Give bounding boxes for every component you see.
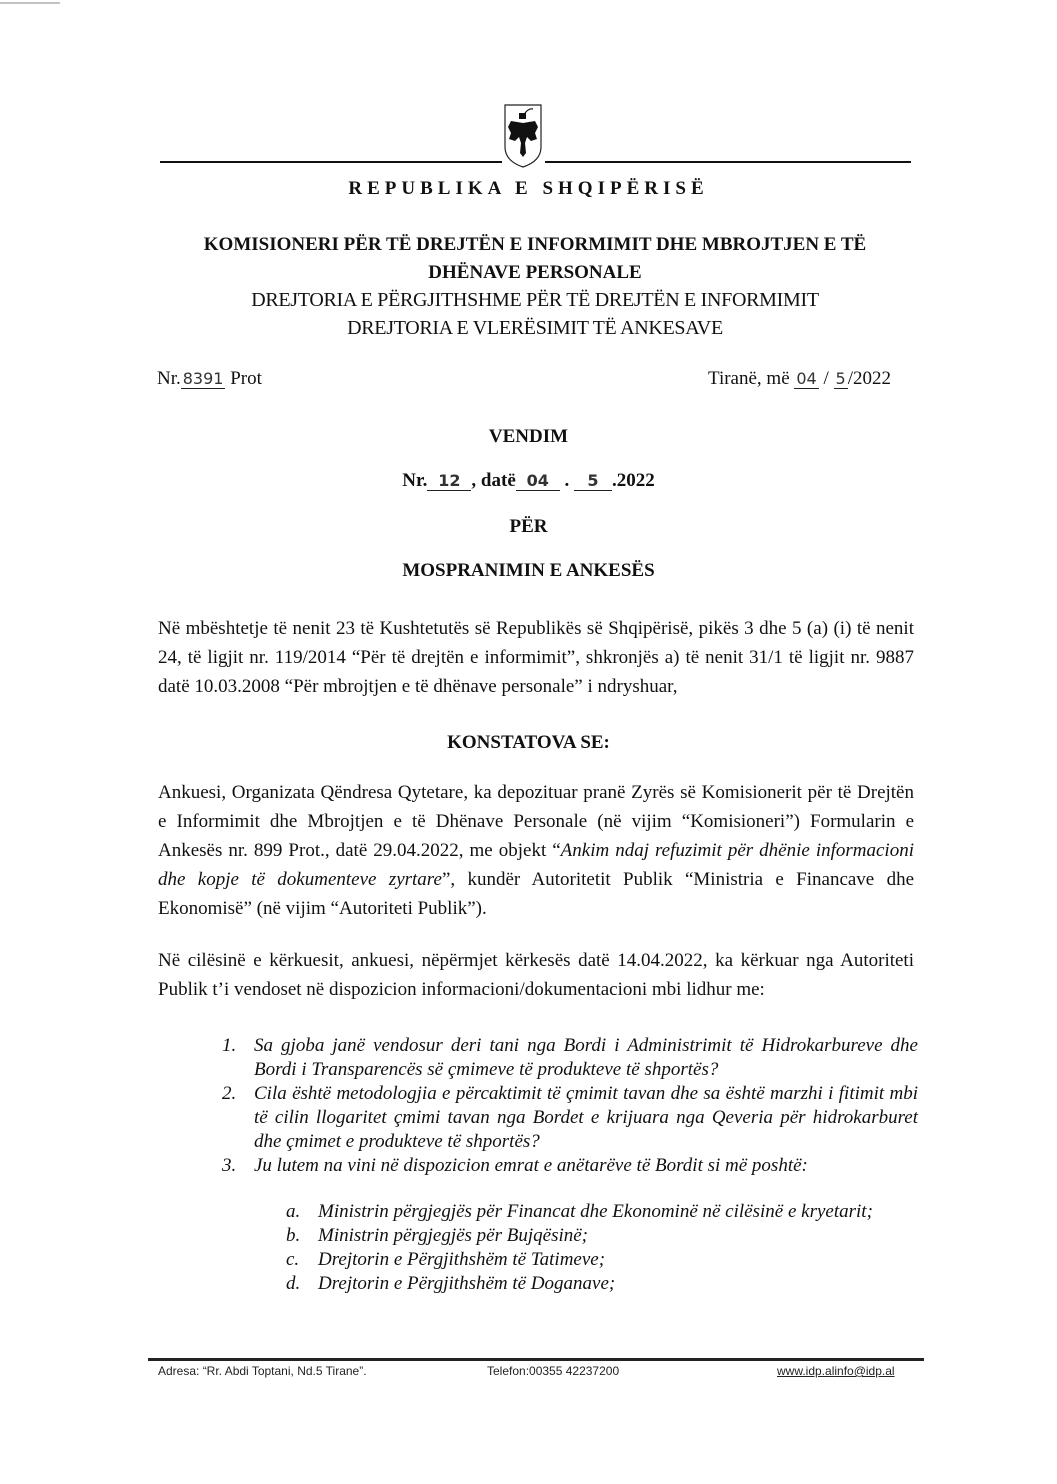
list-item-number: 1. [222, 1035, 237, 1056]
footer-rule [148, 1358, 924, 1361]
decision-subject: MOSPRANIMIN E ANKESËS [402, 560, 655, 581]
list-item-letter: c. [286, 1249, 300, 1270]
complaint-text-start: Ankuesi, Organizata Qëndresa Qytetare, ka depozituar pranë Zyrës së Komisionerit për të Drejtën e Informimit dhe Mbrojtjen e të Dhënave Personale (në vijim “Komisioneri”) Formularin e Ankesës nr. 899 Prot., datë 29.04.2022, me objekt “ [158, 782, 914, 861]
list-item [222, 1154, 918, 1178]
list-item-text: Drejtorin e Përgjithshëm të Tatimeve; [318, 1249, 606, 1270]
list-item [286, 1272, 918, 1296]
decision-year: .2022 [612, 470, 655, 491]
email-link[interactable]: info@idp.al [834, 1364, 895, 1378]
complaint-paragraph [158, 778, 914, 923]
list-item-text: Cila është metodologjia e përcaktimit të çmimit tavan dhe sa është marzhi i fitimit mbi të cilin llogaritet çmimi tavan nga Bordet e krijuara nga Qeveria për hidrokarburet dhe çmimet e produkteve të shportës? [254, 1083, 918, 1152]
scan-artifact [0, 2, 60, 4]
country-name: REPUBLIKA E SHQIPËRISË [348, 178, 709, 199]
decision-date-label: , datë [471, 470, 516, 491]
list-item-letter: d. [286, 1273, 301, 1294]
header-rule-left [160, 161, 502, 163]
institution-name-line2: DHËNAVE PERSONALE [428, 262, 642, 283]
list-item-text: Ministrin përgjegjës për Bujqësinë; [318, 1225, 588, 1246]
list-item-text: Drejtorin e Përgjithshëm të Doganave; [318, 1273, 616, 1294]
complaint-object: Ankim ndaj refuzimit për dhënie informacioni dhe kopje të dokumenteve zyrtare [158, 840, 914, 890]
protocol-day: 04 [796, 369, 817, 388]
list-item [286, 1248, 918, 1272]
decision-month: 5 [574, 472, 612, 491]
list-item-letter: b. [286, 1225, 301, 1246]
directorate-complaints: DREJTORIA E VLERËSIMIT TË ANKESAVE [347, 317, 723, 339]
list-item [222, 1082, 918, 1154]
protocol-nr-label: Nr. [157, 368, 181, 389]
header-rule-right [545, 161, 911, 163]
footer-contacts [777, 1364, 895, 1378]
list-item-number: 2. [222, 1083, 237, 1104]
decision-number-date: Nr. 12 , datë 04 . 5 .2022 [402, 470, 655, 491]
request-questions-list [222, 1034, 918, 1178]
complaint-text-end: ”, kundër Autoritetit Publik “Ministria e Financave dhe Ekonomisë” (në vijim “Autoriteti Publik”). [158, 869, 915, 919]
decision-nr-handwritten: 12 [427, 472, 471, 491]
decision-day: 04 [516, 472, 560, 491]
footer-phone: Telefon:00355 42237200 [487, 1364, 620, 1378]
list-item-letter: a. [286, 1201, 301, 1222]
findings-heading: KONSTATOVA SE: [447, 732, 610, 753]
decision-per: PËR [509, 516, 548, 537]
place-label: Tiranë, më [708, 368, 790, 389]
list-item [286, 1224, 918, 1248]
list-item-text: Sa gjoba janë vendosur deri tani nga Bordi i Administrimit të Hidrokarbureve dhe Bordi i Transparencës së çmimeve të produkteve të shportës? [254, 1035, 918, 1080]
list-item-text: Ju lutem na vini në dispozicion emrat e anëtarëve të Bordit si më poshtë: [254, 1155, 808, 1176]
protocol-nr-handwritten: 8391 [182, 369, 224, 388]
request-paragraph: Në cilësinë e kërkuesit, ankuesi, nëpërmjet kërkesës datë 14.04.2022, ka kërkuar nga Autoriteti Publik t’i vendoset në dispozicion informacioni/dokumentacioni mbi lidhur me: [158, 950, 914, 1000]
protocol-number [157, 368, 262, 390]
board-members-list [286, 1200, 918, 1296]
institution-name-line1: KOMISIONERI PËR TË DREJTËN E INFORMIMIT DHE MBROJTJEN E TË [203, 234, 867, 255]
list-item-number: 3. [222, 1155, 237, 1176]
protocol-year: /2022 [847, 368, 891, 389]
list-item [286, 1200, 918, 1224]
decision-nr-label: Nr. [402, 470, 428, 491]
website-link[interactable]: www.idp.al [777, 1364, 835, 1378]
protocol-place-date: Tiranë, më 04 / 5 /2022 [708, 368, 891, 389]
protocol-month: 5 [835, 369, 846, 388]
legal-basis-paragraph: Në mbështetje të nenit 23 të Kushtetutës së Republikës së Shqipërisë, pikës 3 dhe 5 (a) (i) të nenit 24, të ligjit nr. 119/2014 “Për të drejtën e informimit”, shkronjës a) të nenit 31/1 të ligjit nr. 9887 datë 10.03.2008 “Për mbrojtjen e të dhënave personale” i ndryshuar, [158, 618, 914, 697]
protocol-suffix: Prot [230, 368, 262, 389]
directorate-general: DREJTORIA E PËRGJITHSHME PËR TË DREJTËN E INFORMIMIT [251, 289, 819, 311]
list-item-text: Ministrin përgjegjës për Financat dhe Ekonominë në cilësinë e kryetarit; [318, 1201, 873, 1222]
albanian-coat-of-arms-icon [503, 103, 543, 169]
list-item [222, 1034, 918, 1082]
footer-address: Adresa: “Rr. Abdi Toptani, Nd.5 Tirane”. [158, 1364, 367, 1378]
decision-title: VENDIM [488, 426, 569, 447]
